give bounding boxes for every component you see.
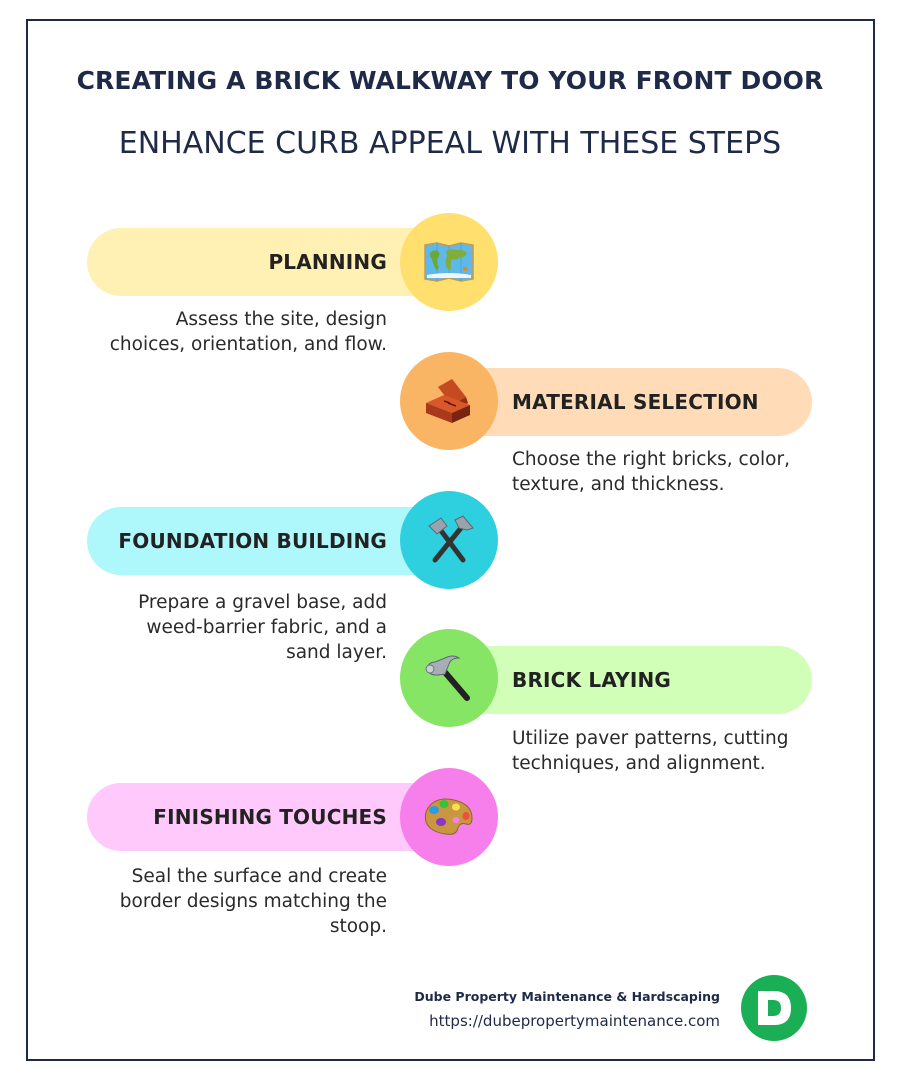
company-logo [741, 975, 807, 1041]
step-description: Seal the surface and create border designs matching the stoop. [119, 866, 387, 937]
page-subtitle: ENHANCE CURB APPEAL WITH THESE STEPS [118, 126, 782, 161]
step-brick-laying-circle [400, 629, 498, 727]
step-label: MATERIAL SELECTION [512, 390, 759, 414]
step-planning-circle [400, 213, 498, 311]
brick-icon [422, 377, 476, 425]
step-description: Choose the right bricks, color, texture, and thickness. [512, 449, 790, 495]
company-name: Dube Property Maintenance & Hardscaping [414, 989, 720, 1004]
step-description: Utilize paver patterns, cutting techniques, and alignment. [512, 728, 789, 774]
step-foundation-building-circle [400, 491, 498, 589]
world-map-icon [423, 241, 475, 283]
step-label: FOUNDATION BUILDING [118, 529, 387, 553]
hammer-and-pick-icon [423, 514, 475, 566]
hammer-icon [423, 652, 475, 704]
page-title: CREATING A BRICK WALKWAY TO YOUR FRONT DOOR [76, 66, 824, 95]
step-description: Assess the site, design choices, orientation, and flow. [109, 309, 387, 355]
step-label: FINISHING TOUCHES [153, 805, 387, 829]
step-material-selection-circle [400, 352, 498, 450]
step-finishing-touches-circle [400, 768, 498, 866]
step-description: Prepare a gravel base, add weed-barrier fabric, and a sand layer. [138, 592, 387, 663]
company-url-link[interactable]: https://dubepropertymaintenance.com [429, 1012, 720, 1030]
step-label: PLANNING [268, 250, 387, 274]
step-label: BRICK LAYING [512, 668, 672, 692]
logo-d-icon [754, 988, 794, 1028]
artist-palette-icon [422, 794, 476, 840]
